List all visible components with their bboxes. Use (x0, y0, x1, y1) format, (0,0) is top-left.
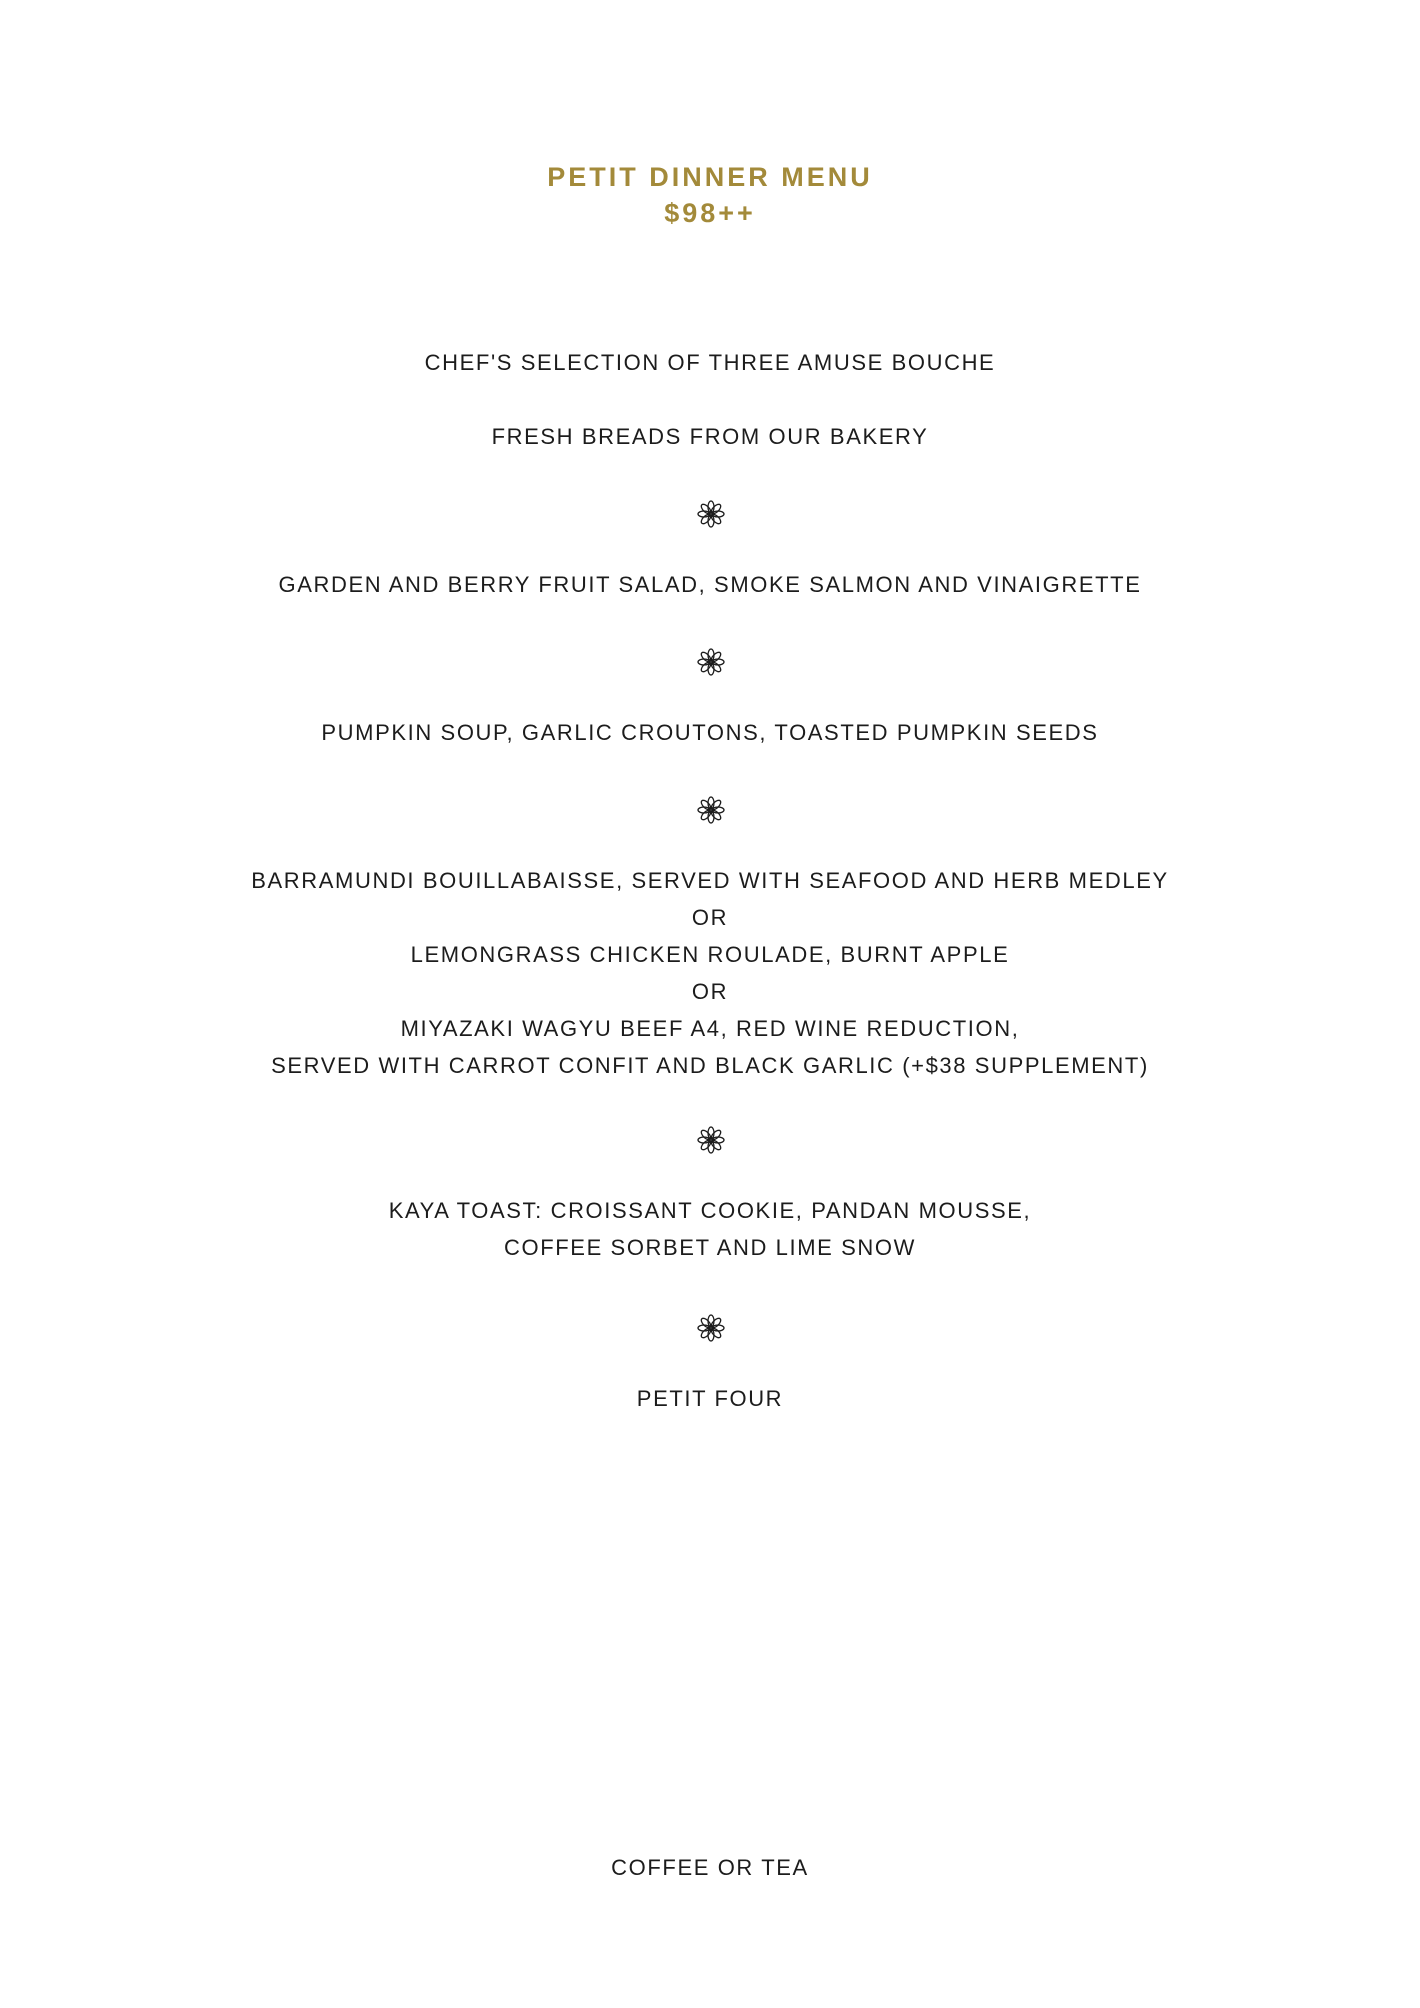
flower-ornament-icon (697, 1126, 725, 1154)
course-amuse-bouche: CHEF'S SELECTION OF THREE AMUSE BOUCHE (424, 350, 996, 375)
course-dessert-line-2: COFFEE SORBET AND LIME SNOW (504, 1235, 916, 1260)
menu-price: $98++ (664, 198, 756, 228)
course-coffee-or-tea: COFFEE OR TEA (611, 1855, 809, 1880)
flower-ornament-icon (697, 500, 725, 528)
course-main-option-3-line-2: SERVED WITH CARROT CONFIT AND BLACK GARLIC (+$38 SUPPLEMENT) (271, 1053, 1149, 1078)
or-divider-text: OR (691, 979, 729, 1004)
course-soup: PUMPKIN SOUP, GARLIC CROUTONS, TOASTED PUMPKIN SEEDS (321, 720, 1099, 745)
course-main-option-3-line-1: MIYAZAKI WAGYU BEEF A4, RED WINE REDUCTION, (400, 1016, 1020, 1041)
course-dessert-line-1: KAYA TOAST: CROISSANT COOKIE, PANDAN MOUSSE, (388, 1198, 1032, 1223)
flower-ornament-icon (697, 648, 725, 676)
flower-ornament-icon (697, 1314, 725, 1342)
course-main-option-2: LEMONGRASS CHICKEN ROULADE, BURNT APPLE (410, 942, 1010, 967)
course-breads: FRESH BREADS FROM OUR BAKERY (491, 424, 929, 449)
course-salad: GARDEN AND BERRY FRUIT SALAD, SMOKE SALMON AND VINAIGRETTE (278, 572, 1142, 597)
flower-ornament-icon (697, 796, 725, 824)
or-divider-text: OR (691, 905, 729, 930)
course-petit-four: PETIT FOUR (636, 1386, 784, 1411)
course-main-option-1: BARRAMUNDI BOUILLABAISSE, SERVED WITH SEAFOOD AND HERB MEDLEY (251, 868, 1169, 893)
menu-title: PETIT DINNER MENU (547, 162, 873, 192)
